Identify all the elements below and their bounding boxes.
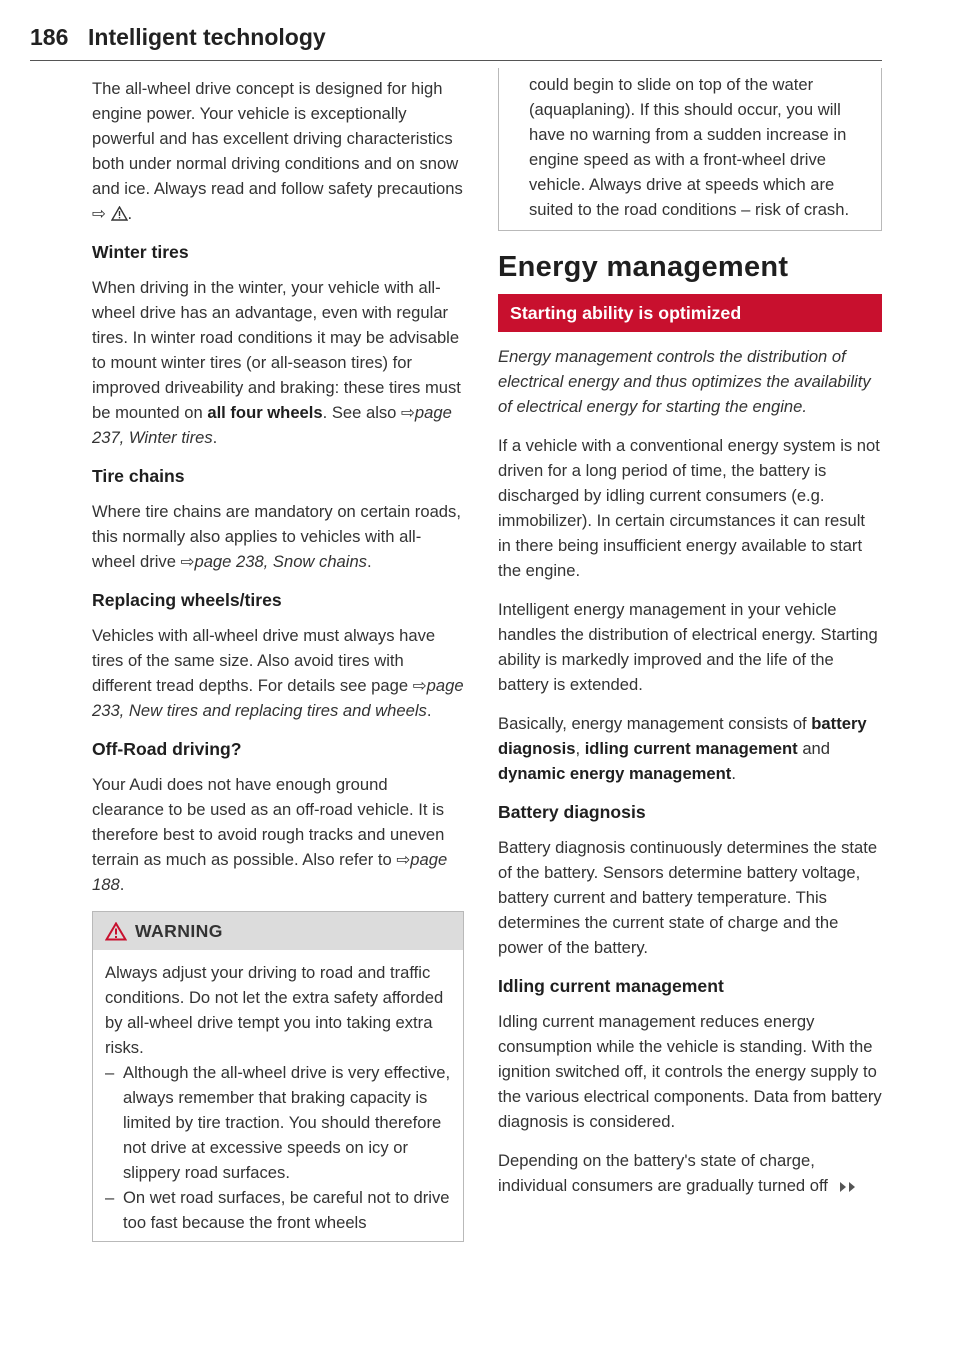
left-column: [92, 76, 464, 1242]
warning-continuation: could begin to slide on top of the water (aquaplaning). If this should occur, you will have no warning from a sudden increase in engine speed as with a front-wheel drive vehicle. Always drive at speeds which are suited to the road conditions – risk of crash.: [498, 68, 882, 231]
page-reference-link[interactable]: ⇨page 233, New tires and replacing tires and wheels: [92, 676, 464, 720]
paragraph: Where tire chains are mandatory on certain roads, this normally also applies to vehicles with all-wheel drive ⇨page 238, Snow chains.: [92, 502, 461, 571]
warning-box: [92, 911, 464, 1242]
heading-winter-tires: Winter tires: [92, 242, 189, 262]
page-reference-link[interactable]: ⇨page 238, Snow chains: [180, 552, 367, 571]
section-heading-energy: Energy management: [498, 251, 789, 283]
warning-header: [93, 912, 463, 950]
paragraph: Depending on the battery's state of charge, individual consumers are gradually turned off: [498, 1148, 882, 1198]
heading-offroad: Off-Road driving?: [92, 739, 242, 759]
heading-tire-chains: Tire chains: [92, 466, 185, 486]
list-item: – On wet road surfaces, be careful not to drive too fast because the front wheels: [105, 1188, 450, 1232]
paragraph: Battery diagnosis continuously determines the state of the battery. Sensors determine battery voltage, battery current and battery temperature. This determines the current state of charge and the power of the battery.: [498, 838, 878, 957]
warning-triangle-icon: [111, 206, 128, 221]
page-reference-link[interactable]: ⇨page 188: [92, 850, 448, 894]
paragraph: Vehicles with all-wheel drive must always have tires of the same size. Also avoid tires with different tread depths. For details see page ⇨page 233, New tires and replacing tires and wheels.: [92, 626, 464, 720]
topic-bar: Starting ability is optimized: [498, 294, 882, 332]
warning-text: Always adjust your driving to road and traffic conditions. Do not let the extra safety afforded by all-wheel drive tempt you into taking extra risks.: [105, 963, 444, 1057]
heading-idling-current: Idling current management: [498, 976, 724, 996]
paragraph: If a vehicle with a conventional energy system is not driven for a long period of time, the battery is discharged by idling current consumers (e.g. immobilizer). In certain circumstances it can result in there being insufficient energy available to start the engine.: [498, 436, 880, 580]
continue-arrow-icon: [838, 1181, 860, 1193]
page-number: 186: [30, 24, 69, 50]
paragraph: When driving in the winter, your vehicle with all-wheel drive has an advantage, even with regular tires. In winter road conditions it may be advisable to mount winter tires (or all-season tires) for improved driveability and braking: these tires must be mounted on all four wheels. See also ⇨page 237, Winter tires.: [92, 278, 461, 447]
intro-text: Energy management controls the distribution of electrical energy and thus optimizes the availability of electrical energy for starting the engine.: [498, 347, 871, 416]
warning-body: [93, 950, 463, 1241]
list-item: – Although the all-wheel drive is very effective, always remember that braking capacity is limited by tire traction. You should therefore not drive at excessive speeds on icy or slippery road surfaces.: [105, 1063, 451, 1182]
heading-battery-diagnosis: Battery diagnosis: [498, 802, 646, 822]
heading-replacing-wheels: Replacing wheels/tires: [92, 590, 282, 610]
section-title: Intelligent technology: [88, 24, 326, 50]
page-header: [30, 22, 882, 61]
paragraph: Your Audi does not have enough ground clearance to be used as an off-road vehicle. It is therefore best to avoid rough tracks and uneven terrain as much as possible. Also refer to ⇨page 188.: [92, 775, 448, 894]
paragraph: Idling current management reduces energy consumption while the vehicle is standing. With the ignition switched off, it controls the energy supply to the various electrical components. Data from battery diagnosis is considered.: [498, 1012, 882, 1131]
warning-title: WARNING: [135, 920, 223, 941]
paragraph: Basically, energy management consists of battery diagnosis, idling current management and dynamic energy management.: [498, 714, 867, 783]
warning-triangle-icon: [105, 922, 127, 941]
paragraph: The all-wheel drive concept is designed for high engine power. Your vehicle is exceptionally powerful and has excellent driving characteristics both under normal driving conditions and on snow and ice. Always read and follow safety precautions ⇨ .: [92, 79, 463, 223]
paragraph: Intelligent energy management in your vehicle handles the distribution of electrical energy. Starting ability is markedly improved and the life of the battery is extended.: [498, 600, 878, 694]
page-reference-link[interactable]: ⇨page 237, Winter tires: [92, 403, 452, 447]
right-column: [498, 76, 882, 1198]
